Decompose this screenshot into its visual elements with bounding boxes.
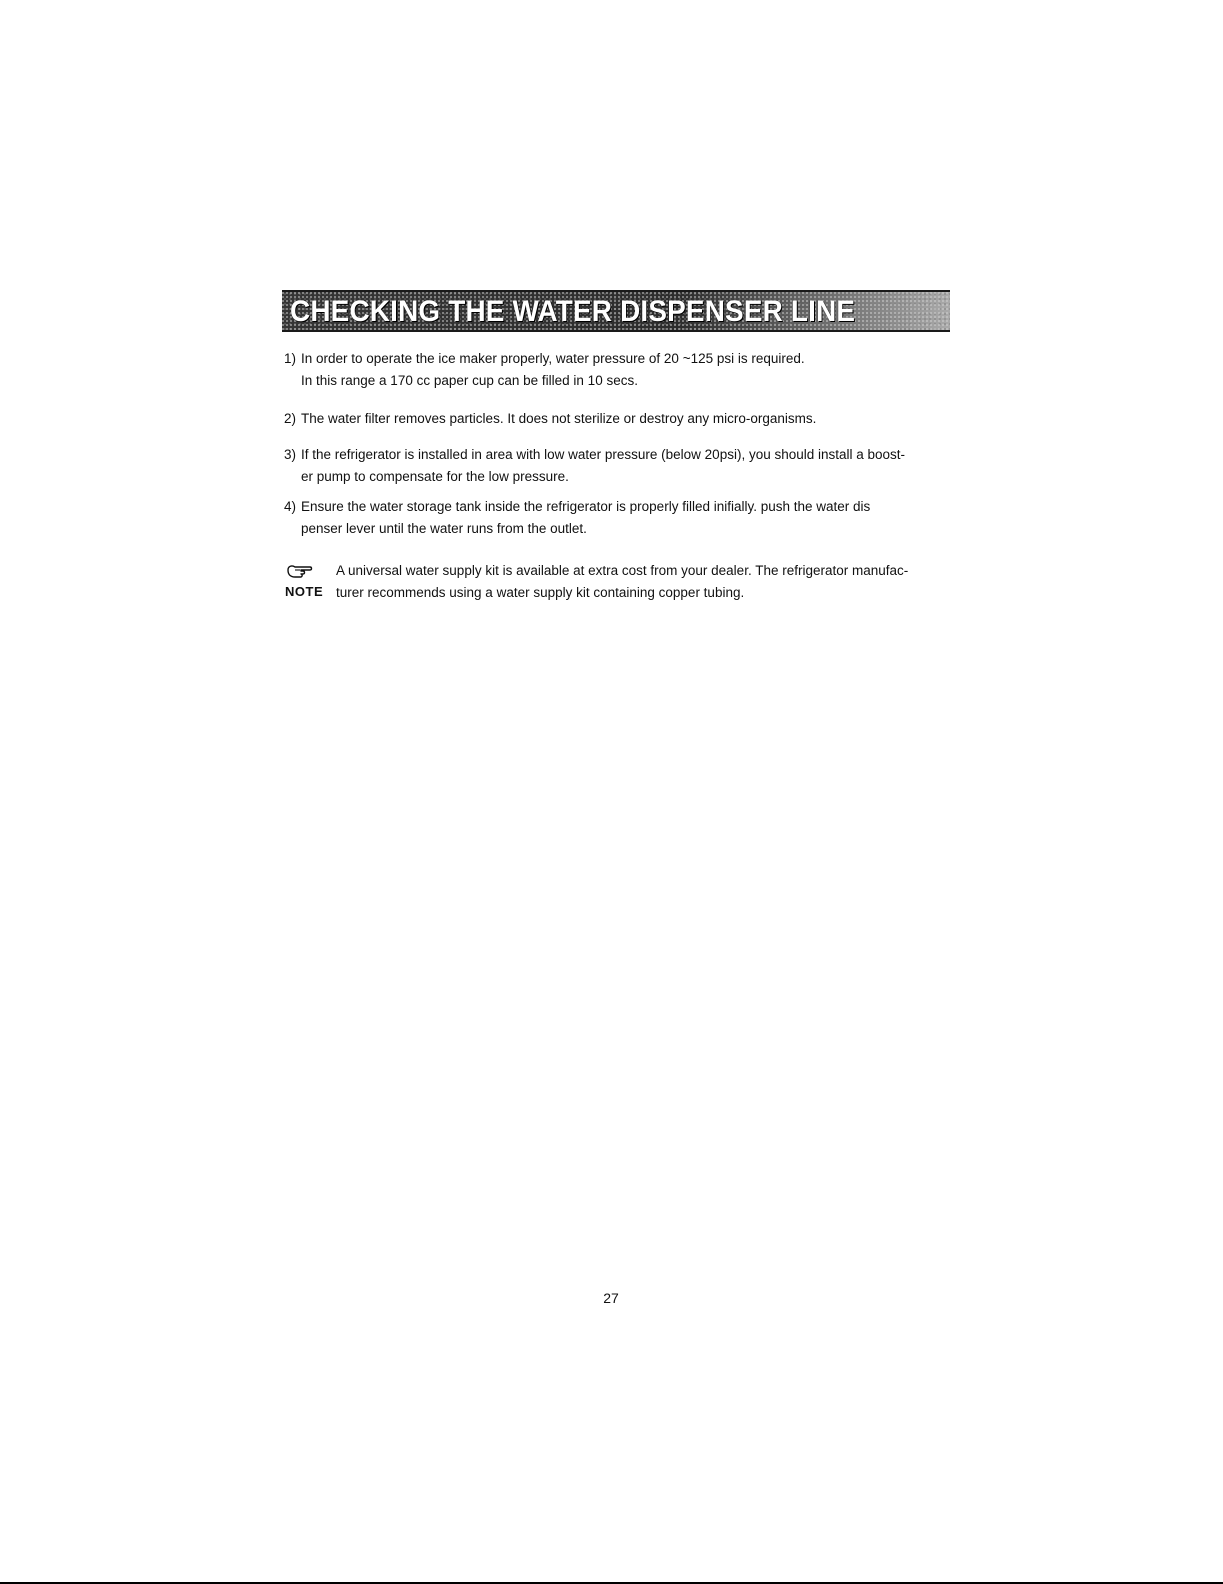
item-text-line: If the refrigerator is installed in area with low water pressure (below 20psi), you should install a boost-: [301, 447, 906, 462]
item-text-line: penser lever until the water runs from the outlet.: [301, 521, 587, 536]
item-number: 2): [284, 411, 297, 426]
item-text-line: In this range a 170 cc paper cup can be filled in 10 secs.: [301, 373, 638, 388]
item-text-line: Ensure the water storage tank inside the refrigerator is properly filled inifially. push the water dis: [301, 499, 871, 514]
pointing-hand-icon: [286, 562, 316, 582]
section-title-banner: [282, 290, 950, 332]
item-number: 4): [284, 499, 297, 514]
instruction-item-4: [284, 496, 944, 540]
note-text-line: A universal water supply kit is available at extra cost from your dealer. The refrigerator manufac-: [336, 563, 909, 578]
item-text-line: er pump to compensate for the low pressure.: [301, 469, 569, 484]
page-number: 27: [603, 1290, 619, 1306]
note-marker: [284, 562, 324, 602]
note-text: [336, 560, 946, 604]
note-block: [284, 560, 946, 608]
item-text-line: In order to operate the ice maker properly, water pressure of 20 ~125 psi is required.: [301, 351, 805, 366]
note-text-line: turer recommends using a water supply kit containing copper tubing.: [336, 585, 745, 600]
item-text-line: The water filter removes particles. It does not sterilize or destroy any micro-organisms.: [301, 411, 817, 426]
instruction-item-2: [284, 408, 944, 430]
item-number: 1): [284, 351, 297, 366]
section-title: CHECKING THE WATER DISPENSER LINE: [290, 295, 856, 328]
item-number: 3): [284, 447, 297, 462]
instruction-item-3: [284, 444, 944, 488]
instruction-item-1: [284, 348, 944, 392]
note-label: NOTE: [285, 584, 324, 599]
